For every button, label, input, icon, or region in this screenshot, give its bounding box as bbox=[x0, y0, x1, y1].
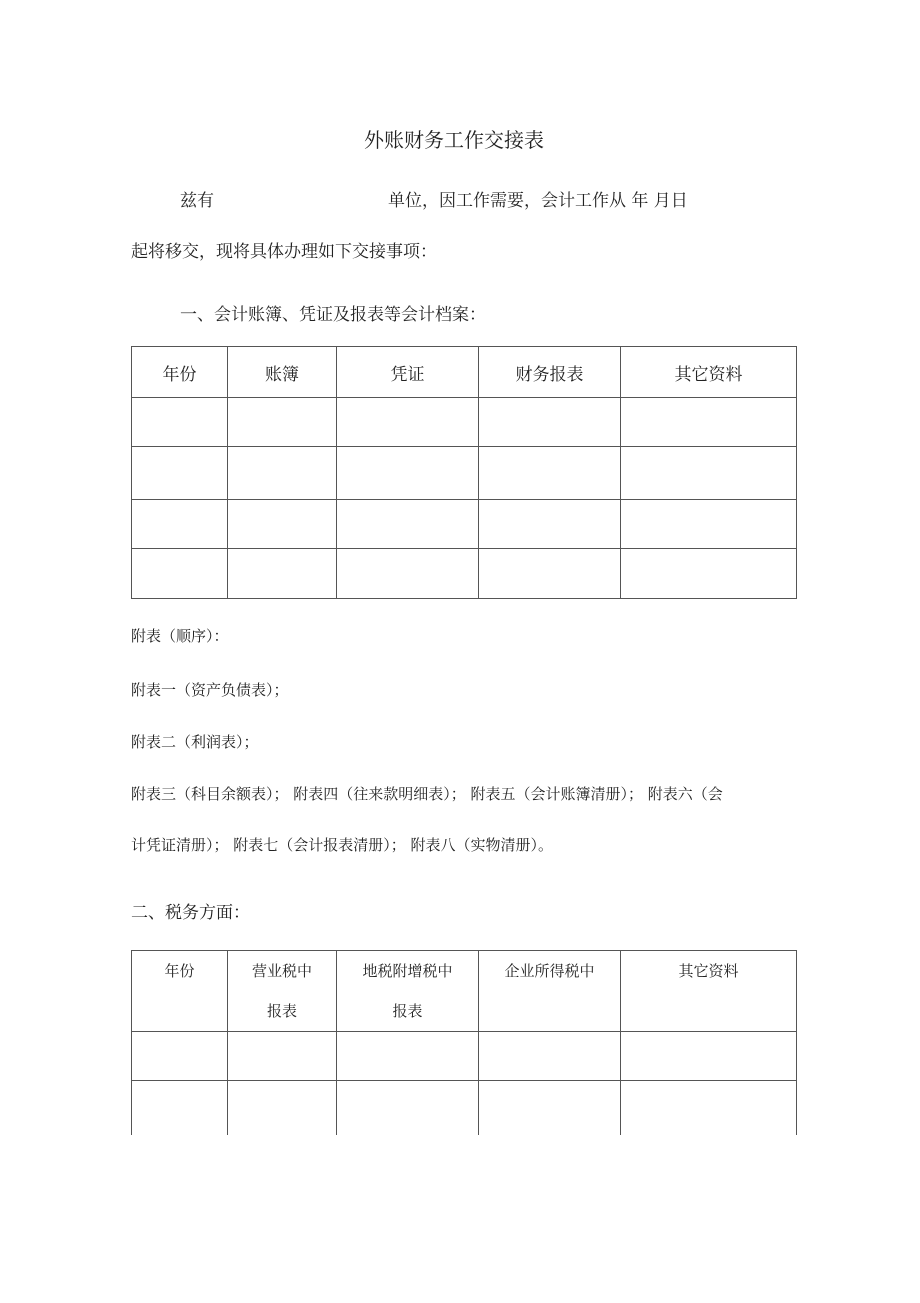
header-cell bbox=[337, 951, 479, 1032]
header-cell: 财务报表 bbox=[479, 347, 621, 398]
table-cell bbox=[621, 500, 797, 549]
table-cell bbox=[621, 549, 797, 599]
table-cell bbox=[479, 549, 621, 599]
table-cell bbox=[621, 398, 797, 447]
table-cell bbox=[132, 1032, 228, 1081]
table-cell bbox=[132, 500, 228, 549]
table-cell bbox=[479, 398, 621, 447]
header-line: 企业所得税中 bbox=[504, 962, 595, 980]
table-header-row bbox=[132, 347, 797, 398]
table-cell bbox=[479, 447, 621, 500]
table-cell bbox=[228, 447, 337, 500]
table-cell bbox=[228, 500, 337, 549]
header-cell bbox=[621, 951, 797, 1032]
table-row bbox=[132, 549, 797, 599]
table-cell bbox=[132, 1081, 228, 1135]
table-cell bbox=[228, 398, 337, 447]
table-cell bbox=[337, 398, 479, 447]
table-cell bbox=[337, 1032, 479, 1081]
table-cell bbox=[479, 1081, 621, 1135]
table-cell bbox=[621, 447, 797, 500]
table-cell bbox=[621, 1081, 797, 1135]
table-cell bbox=[132, 549, 228, 599]
table-cell bbox=[479, 1032, 621, 1081]
table-row bbox=[132, 1081, 797, 1135]
appendix-order-label: 附表（顺序）： bbox=[131, 627, 229, 645]
header-line: 营业税中 bbox=[251, 962, 312, 980]
appendix-line-4: 计凭证清册）； 附表七（会计报表清册）； 附表八（实物清册）。 bbox=[131, 836, 554, 854]
header-line: 报表 bbox=[392, 1002, 423, 1020]
intro-line2: 起将移交，现将具体办理如下交接事项： bbox=[131, 242, 437, 262]
appendix-item-1: 附表一（资产负债表）； bbox=[131, 681, 289, 699]
table-cell bbox=[132, 447, 228, 500]
header-cell bbox=[479, 951, 621, 1032]
header-cell: 其它资料 bbox=[621, 347, 797, 398]
table-row bbox=[132, 398, 797, 447]
intro-suffix: 单位，因工作需要，会计工作从 年 月日 bbox=[388, 191, 688, 211]
table-row bbox=[132, 1032, 797, 1081]
tax-table bbox=[131, 950, 797, 1135]
section2-heading: 二、税务方面： bbox=[131, 903, 250, 923]
intro-prefix: 兹有 bbox=[180, 191, 214, 211]
appendix-item-2: 附表二（利润表）； bbox=[131, 733, 259, 751]
table-cell bbox=[228, 1032, 337, 1081]
table-cell bbox=[228, 549, 337, 599]
header-line: 地税附增税中 bbox=[362, 962, 453, 980]
header-line: 报表 bbox=[266, 1002, 297, 1020]
table-cell bbox=[337, 1081, 479, 1135]
table-row bbox=[132, 500, 797, 549]
header-cell bbox=[228, 951, 337, 1032]
table-cell bbox=[337, 500, 479, 549]
table-cell bbox=[337, 549, 479, 599]
page-title: 外账财务工作交接表 bbox=[364, 128, 544, 152]
header-cell: 凭证 bbox=[337, 347, 479, 398]
table-header-row bbox=[132, 951, 797, 1032]
header-cell bbox=[132, 951, 228, 1032]
table-cell bbox=[479, 500, 621, 549]
table-cell bbox=[621, 1032, 797, 1081]
table-cell bbox=[228, 1081, 337, 1135]
header-cell: 账簿 bbox=[228, 347, 337, 398]
table-cell bbox=[132, 398, 228, 447]
header-line: 年份 bbox=[164, 962, 195, 980]
header-line: 其它资料 bbox=[678, 962, 739, 980]
appendix-line-3: 附表三（科目余额表）； 附表四（往来款明细表）； 附表五（会计账簿清册）； 附表六（会 bbox=[131, 785, 723, 803]
header-cell: 年份 bbox=[132, 347, 228, 398]
table-cell bbox=[337, 447, 479, 500]
archive-table bbox=[131, 346, 797, 599]
section1-heading: 一、会计账簿、凭证及报表等会计档案： bbox=[180, 305, 486, 325]
table-row bbox=[132, 447, 797, 500]
